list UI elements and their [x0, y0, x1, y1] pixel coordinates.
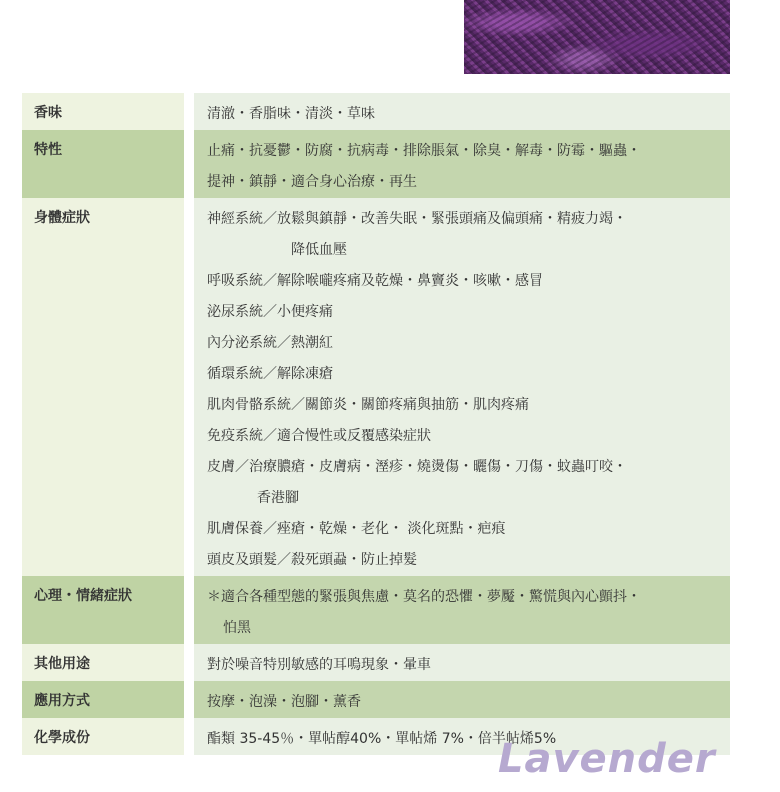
row-label: 特性 [22, 130, 184, 198]
row-label: 香味 [22, 93, 184, 130]
row-label: 化學成份 [22, 718, 184, 755]
value-line: 頭皮及頭髮／殺死頭蝨・防止掉髮 [207, 552, 417, 568]
value-line: 皮膚／治療膿瘡・皮膚病・溼疹・燒燙傷・曬傷・刀傷・蚊蟲叮咬・ [207, 459, 627, 475]
value-line: 怕黑 [223, 620, 251, 636]
value-line: ＊適合各種型態的緊張與焦慮・莫名的恐懼・夢魘・驚慌與內心顫抖・ [207, 589, 641, 605]
row-aroma [22, 93, 730, 130]
row-application [22, 681, 730, 718]
value-line: 降低血壓 [291, 242, 347, 258]
row-label: 應用方式 [22, 681, 184, 718]
value-line: 神經系統／放鬆與鎮靜・改善失眠・緊張頭痛及偏頭痛・精疲力竭・ [207, 211, 627, 227]
value-line: 肌肉骨骼系統／關節炎・關節疼痛與抽筋・肌肉疼痛 [207, 397, 529, 413]
value-line: 提神・鎮靜・適合身心治療・再生 [207, 174, 417, 190]
value-line: 泌尿系統／小便疼痛 [207, 304, 333, 320]
value-line: 肌膚保養／痤瘡・乾燥・老化・ 淡化斑點・疤痕 [207, 521, 506, 537]
lavender-field-photo [464, 0, 730, 74]
row-label: 身體症狀 [22, 198, 184, 576]
row-label: 心理・情緒症狀 [22, 576, 184, 644]
value-line: 循環系統／解除凍瘡 [207, 366, 333, 382]
row-value [194, 130, 730, 198]
lavender-info-table [22, 93, 730, 755]
value-line: 呼吸系統／解除喉嚨疼痛及乾燥・鼻竇炎・咳嗽・感冒 [207, 273, 543, 289]
row-value [194, 93, 730, 130]
value-line: 止痛・抗憂鬱・防腐・抗病毒・排除脹氣・除臭・解毒・防霉・驅蟲・ [207, 143, 641, 159]
row-properties [22, 130, 730, 198]
value-line: 內分泌系統／熱潮紅 [207, 335, 333, 351]
row-value [194, 681, 730, 718]
row-other-uses [22, 644, 730, 681]
row-value [194, 576, 730, 644]
value-line: 酯類 35-45％・單帖醇40%・單帖烯 7%・倍半帖烯5% [207, 731, 557, 747]
row-value [194, 198, 730, 576]
row-physical-symptoms [22, 198, 730, 576]
row-emotional-symptoms [22, 576, 730, 644]
value-line: 免疫系統／適合慢性或反覆感染症狀 [207, 428, 431, 444]
row-value [194, 644, 730, 681]
value-line: 對於噪音特別敏感的耳鳴現象・暈車 [207, 657, 431, 673]
row-label: 其他用途 [22, 644, 184, 681]
value-line: 按摩・泡澡・泡腳・薰香 [207, 694, 361, 710]
value-line: 清澈・香脂味・清淡・草味 [207, 106, 375, 122]
value-line: 香港腳 [257, 490, 299, 506]
lavender-logo: Lavender [498, 736, 716, 782]
